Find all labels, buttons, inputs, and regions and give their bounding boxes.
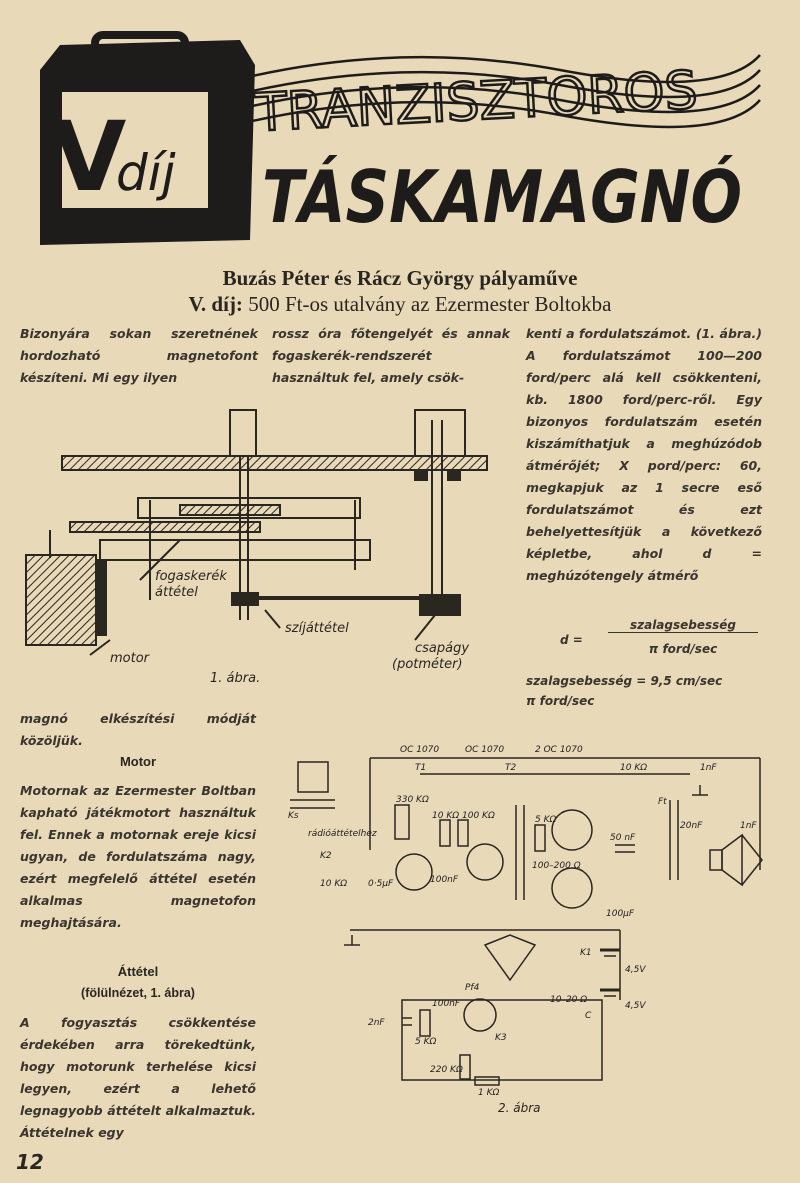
- speaker-body: [710, 850, 722, 870]
- byline-prize: [0, 292, 800, 317]
- lbl-r330: 330 KΩ: [396, 795, 429, 805]
- fig1-caption: 1. ábra.: [210, 671, 261, 686]
- lbl-r5k: 5 KΩ: [535, 815, 557, 825]
- lbl-r220k: 220 KΩ: [430, 1065, 463, 1075]
- fig1-label-belt: szíjáttétel: [285, 621, 349, 636]
- lbl-T2: T2: [505, 763, 517, 773]
- lbl-v45a: 4,5V: [625, 965, 646, 975]
- lbl-t3: 2 OC 1070: [535, 745, 583, 755]
- lbl-k3: K3: [495, 1033, 507, 1043]
- lbl-c20nf: 20nF: [680, 821, 703, 831]
- fig1-label-motor: motor: [110, 651, 150, 666]
- lbl-t2: OC 1070: [465, 745, 505, 755]
- gear-2: [70, 522, 260, 532]
- lbl-c100uf: 100μF: [606, 909, 635, 919]
- lbl-c05: 0·5μF: [368, 879, 394, 889]
- left-shaft-top: [230, 410, 256, 456]
- prize-word: díj: [116, 144, 176, 202]
- transistor-1: [396, 854, 432, 890]
- formula-line3: π ford/sec: [526, 694, 595, 708]
- gear-subheading: (fölülnézet, 1. ábra): [81, 986, 195, 1000]
- lbl-v45b: 4,5V: [625, 1001, 646, 1011]
- lbl-k2: K2: [320, 851, 332, 861]
- lbl-r5k-b: 5 KΩ: [415, 1037, 437, 1047]
- base-plate: [62, 456, 487, 470]
- formula-denominator: π ford/sec: [648, 642, 718, 656]
- formula-line2: szalagsebesség = 9,5 cm/sec: [526, 674, 723, 688]
- gear-heading: Áttétel: [117, 964, 159, 979]
- para-end: magnó elkészítési módját közöljük.: [20, 711, 256, 748]
- r10k: [440, 820, 450, 846]
- figure-1-mechanism: [20, 400, 500, 690]
- r100k: [458, 820, 468, 846]
- lbl-k1: K1: [580, 948, 592, 958]
- transistor-osc: [464, 999, 496, 1031]
- formula-lhs: d =: [560, 633, 583, 647]
- output-triangle: [742, 835, 762, 885]
- fig1-label-gear: fogaskerék: [155, 569, 227, 584]
- prize-text: 500 Ft-os utalvány az Ezermester Boltokba: [248, 292, 612, 316]
- lbl-ks: Ks: [288, 811, 299, 821]
- motor-body: [26, 555, 96, 645]
- lbl-t1: OC 1070: [400, 745, 440, 755]
- formula-numerator: szalagsebesség: [608, 618, 758, 633]
- lbl-r10-20: 10–20 Ω: [550, 995, 588, 1005]
- prize-prefix: V. díj:: [188, 292, 243, 316]
- lbl-ft: Ft: [658, 797, 667, 807]
- motor-text: Motornak az Ezermester Boltban kapható játékmotort használtuk fel. Ennek a motornak ereje kicsi ugyan, de fordulatszáma nagy, ezért megfelelő áttétel esetén alkalmas magnetofon meghajtására.: [20, 783, 256, 930]
- r330: [395, 805, 409, 839]
- fig1-label-gear2: áttétel: [155, 585, 198, 600]
- r1k: [475, 1077, 499, 1085]
- lbl-c2nf: 2nF: [368, 1018, 385, 1028]
- header-art: [0, 0, 800, 260]
- lbl-c50nf: 50 nF: [610, 833, 636, 843]
- speaker-cone: [722, 835, 742, 885]
- gear-text: A fogyasztás csökkentése érdekében arra törekedtünk, hogy motorunk terhelése kicsi legyen, ezért a lehető legnagyobb áttételt alkalmaztuk. Áttételnek egy: [20, 1015, 256, 1140]
- title-bottom: TÁSKAMAGNÓ: [262, 155, 742, 239]
- byline-authors: Buzás Péter és Rácz György pályaműve: [222, 266, 578, 290]
- lbl-c100nf-b: 100nF: [432, 999, 461, 1009]
- input-transformer: [298, 762, 328, 792]
- motor-heading: Motor: [119, 754, 157, 769]
- lbl-r10k-top: 10 KΩ: [620, 763, 648, 773]
- lbl-r100k: 100 KΩ: [462, 811, 495, 821]
- page-number: 12: [16, 1150, 44, 1174]
- fig1-label-bearing2: (potméter): [392, 657, 463, 672]
- lbl-r1k: 1 KΩ: [478, 1088, 500, 1098]
- header-banner: [0, 0, 800, 260]
- lbl-pf4: Pf4: [465, 983, 480, 993]
- fig2-caption: 2. ábra: [498, 1101, 541, 1115]
- gear-1: [180, 505, 280, 515]
- r5k: [535, 825, 545, 851]
- figure-2-schematic: [280, 740, 780, 1120]
- transistor-4: [552, 868, 592, 908]
- tape-head: [485, 935, 535, 980]
- transistor-2: [467, 844, 503, 880]
- column-3-text: kenti a fordulatszámot. (1. ábra.) A fordulatszámot 100—200 ford/perc alá kell csökkenteni, kb. 1800 ford/perc-ről. Egy bizonyos fordulatszám esetén kiszámíthatjuk a meghúzódob átmérőjét; X pord/perc: 60, megkapjuk az 1 secre eső fordulatszámot és ezt behelyettesítjük a következő képletbe, ahol d = meghúzótengely átmérő: [526, 326, 762, 583]
- lbl-c1nf-top: 1nF: [700, 763, 717, 773]
- lbl-c1nf-right: 1nF: [740, 821, 757, 831]
- right-shaft-top: [415, 410, 465, 456]
- r5k-b: [420, 1010, 430, 1036]
- lbl-T1: T1: [415, 763, 427, 773]
- lbl-radio: rádióáttételhez: [308, 829, 377, 839]
- fig1-label-bearing: csapágy: [415, 641, 470, 656]
- lbl-c100nf: 100nF: [430, 875, 459, 885]
- lbl-r10k-pot: 10 KΩ: [320, 879, 348, 889]
- column-2-intro: rossz óra főtengelyét és annak fogaskerék-rendszerét használtuk fel, amely csök-: [272, 326, 510, 385]
- lbl-r10k-a: 10 KΩ: [432, 811, 460, 821]
- title-top: TRANZISZTOROS: [253, 60, 699, 144]
- transistor-3: [552, 810, 592, 850]
- lbl-c: C: [585, 1011, 592, 1021]
- prize-letter: V: [52, 101, 127, 213]
- lbl-r100-200: 100–200 Ω: [532, 861, 581, 871]
- column-1-intro: Bizonyára sokan szeretnének hordozható magnetofont készíteni. Mi egy ilyen: [20, 326, 258, 385]
